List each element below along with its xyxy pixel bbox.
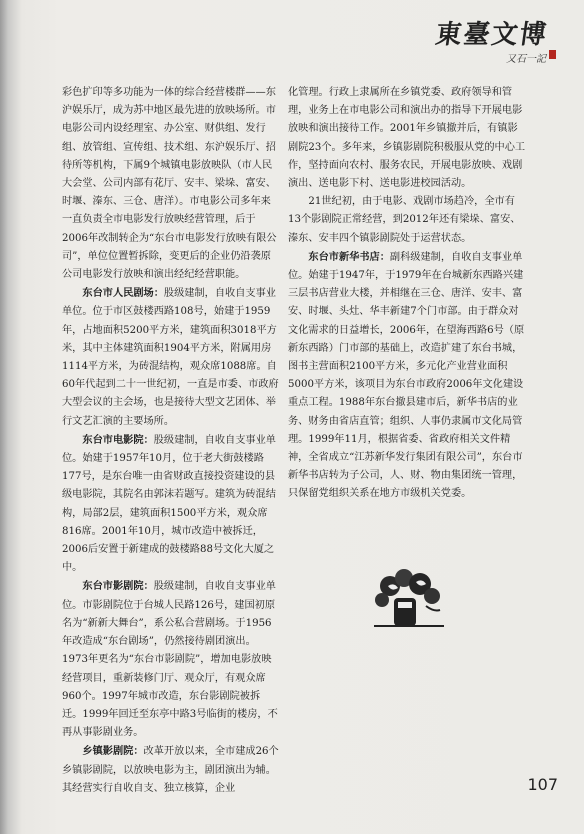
- paragraph-heading: 东台市电影院：: [82, 433, 154, 446]
- paragraph: 东台市影剧院：股级建制，自收自支事业单位。市影剧院位于台城人民路126号，建国初原名为“新新大舞台”，系公私合营剧场。于1956年改造成“东台剧场”，仍然接待剧团演出。1973年更名为“东台市影剧院”，增加电影放映经营项目，重新装修门厅、观众厅，有观众席960个。1997年城市改造，东台影剧院被拆迁。1999年回迁至东亭中路3号临街的楼房，不再从事影剧业务。: [62, 580, 278, 739]
- paragraph-heading: 东台市新华书店：: [308, 250, 390, 263]
- flower-vase-icon: [370, 566, 448, 632]
- paragraph: 化管理。行政上隶属所在乡镇党委、政府领导和管理，业务上在市电影公司和演出办的指导下开展电影放映和演出接待工作。2001年乡镇撤并后，有镇影剧院23个。多年来，乡镇影剧院积极服从党的中心工作，坚持面向农村、服务农民，开展电影放映、戏剧演出、送电影下村、送电影进校园活动。: [288, 87, 526, 190]
- paragraph: 乡镇影剧院：改革开放以来，全市建成26个乡镇影剧院，以放映电影为主，剧团演出为辅。其经营实行自收自支、独立核算，企业: [62, 745, 279, 794]
- paragraph: 21世纪初，由于电影、戏剧市场趋冷，全市有13个影剧院正常经营，到2012年还有梁垛、富安、溱东、安丰四个镇影剧院处于运营状态。: [288, 196, 521, 244]
- left-column: [62, 84, 280, 798]
- paragraph: 东台市人民剧场：股级建制，自收自支事业单位。位于市区鼓楼西路108号，始建于1959年，占地面积5200平方米，建筑面积3018平方米，其中主体建筑面积1904平方米，附属用房1114平方米，为砖混结构，观众席1088席。自60年代起到二十一世纪初，一直是市委、市政府大型会议的主会场，也是接待大型文艺团体、举行文艺汇演的主要场所。: [62, 287, 279, 427]
- paragraph-heading: 乡镇影剧院：: [82, 745, 144, 758]
- paragraph-heading: 东台市影剧院：: [82, 580, 154, 593]
- brand-title: 東臺文博: [433, 20, 550, 50]
- right-column: [288, 84, 526, 504]
- paragraph: 东台市新华书店：副科级建制，自收自支事业单位。始建于1947年，于1979年在台城新东西路兴建三层书店营业大楼，并相继在三仓、唐洋、安丰、富安、时堰、头灶、华丰新建7个门市部。由于群众对文化需求的日益增长，2006年，在望海西路6号（原新东西路）门市部的基础上，改造扩建了东台书城，图书主营面积2100平方米，多元化产业营业面积5000平方米，该项目为东台市政府2006年文化建设重点工程。1988年东台撤县建市后，新华书店的业务、财务由省店直管；组织、人事仍隶属市文化局管理。1999年11月，根据省委、省政府相关文件精神，全省成立“江苏新华发行集团有限公司”，东台市新华书店转为子公司，人、财、物由集团统一管理，只保留党组织关系在地方市级机关党委。: [288, 250, 525, 500]
- seal-stamp-icon: [549, 50, 556, 59]
- brand-signature: 又石一記: [506, 54, 546, 65]
- paragraph-heading: 东台市人民剧场：: [82, 287, 164, 300]
- paragraph: 彩色扩印等多功能为一体的综合经营楼群——东沪娱乐厅，成为苏中地区最先进的放映场所。市电影公司内设经理室、办公室、财供组、发行组、放管组、宣传组、技术组、东沪娱乐厅、招待所等机构，下属9个城镇电影放映队（市人民大会堂、公司内部有花厅、安丰、梁垛、富安、时堰、溱东、三仓、唐洋）。市电影公司多年来一直负责全市电影发行放映经营管理，后于2006年改制转企为“东台市电影发行放映有限公司”，单位位置暂拆除，变更后的企业仍沿袭原公司电影发行放映和演出经纪经营职能。: [62, 87, 277, 281]
- header-brand: [416, 14, 556, 64]
- page-number: 107: [527, 775, 558, 794]
- paragraph: 东台市电影院：股级建制，自收自支事业单位。始建于1957年10月，位于老大街鼓楼路177号，是东台唯一由省财政直接投资建设的县级电影院，其院名由郭沫若题写。建筑为砖混结构，局部2层，建筑面积1500平方米，观众席816席。2001年10月，城市改造中被拆迁，2006后安置于新建成的鼓楼路88号文化大厦之中。: [62, 433, 276, 574]
